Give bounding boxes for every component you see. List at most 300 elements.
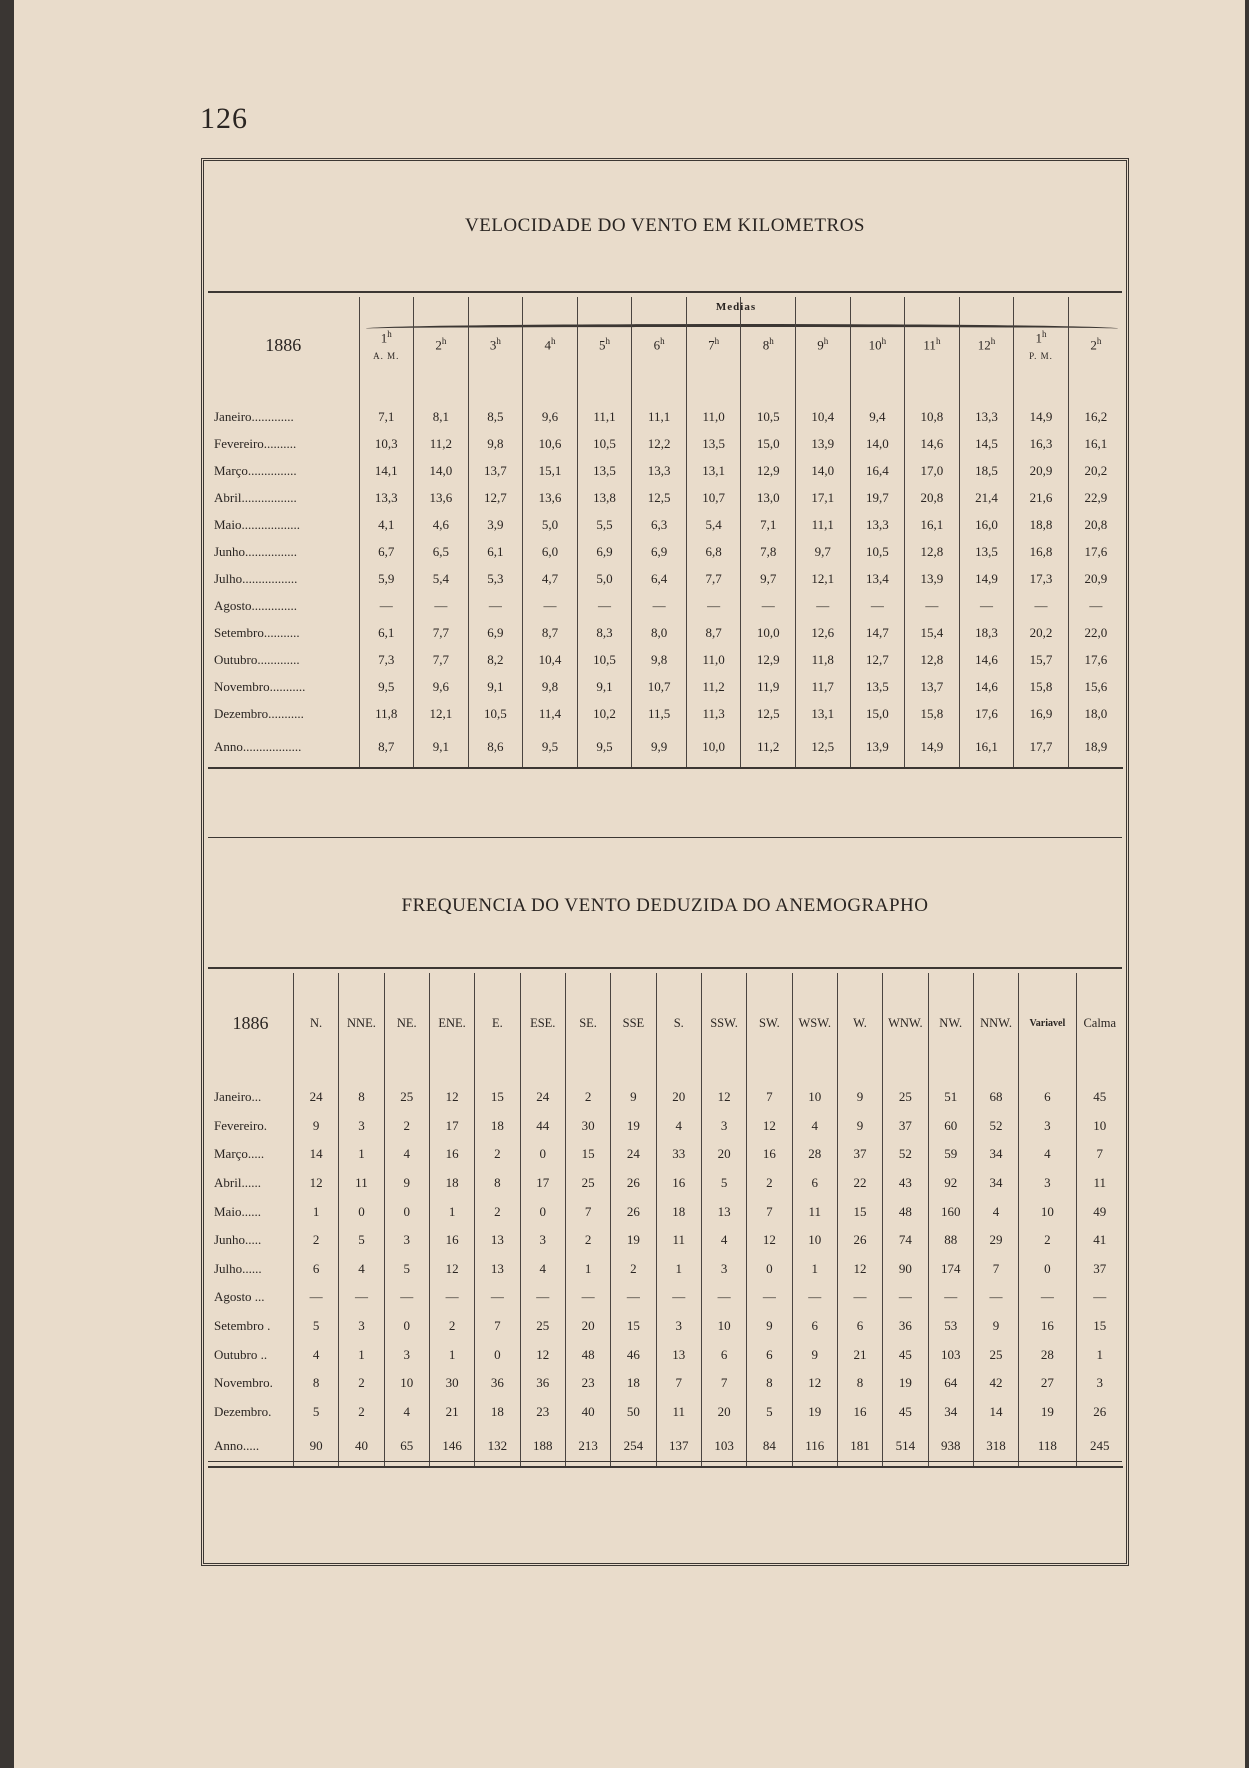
frequency-cell: 90 [883, 1255, 928, 1284]
frequency-cell: 15 [837, 1197, 882, 1226]
frequency-cell: 92 [928, 1169, 973, 1198]
month-label: Maio.................. [214, 516, 300, 532]
velocity-cell: 10,7 [686, 484, 741, 511]
velocity-cell: 13,5 [850, 673, 905, 700]
frequency-cell: 52 [973, 1112, 1018, 1141]
velocity-cell: 9,5 [523, 727, 578, 768]
frequency-cell: 6 [701, 1340, 746, 1369]
velocity-cell: 9,8 [468, 430, 523, 457]
frequency-cell: 26 [837, 1226, 882, 1255]
velocity-cell: 19,7 [850, 484, 905, 511]
frequency-cell: 64 [928, 1369, 973, 1398]
velocity-cell: 21,6 [1014, 484, 1069, 511]
frequency-cell: 12 [429, 1255, 474, 1284]
frequency-cell: 37 [837, 1140, 882, 1169]
month-label: Março..... [214, 1146, 265, 1162]
velocity-cell: 9,8 [523, 673, 578, 700]
month-label: Setembro . [214, 1318, 271, 1334]
frequency-cell: 16 [837, 1398, 882, 1427]
frequency-cell: 2 [1019, 1226, 1076, 1255]
hour-suffix: h [441, 336, 447, 347]
velocity-cell: 9,4 [850, 393, 905, 430]
hour-suffix: h [714, 336, 720, 347]
velocity-cell: 4,6 [414, 511, 469, 538]
frequency-cell: — [928, 1283, 973, 1312]
frequency-cell: 2 [475, 1140, 520, 1169]
frequency-cell: 0 [520, 1197, 565, 1226]
frequency-cell: 45 [1076, 1073, 1123, 1112]
frequency-cell: 181 [837, 1426, 882, 1467]
hour-suffix: h [605, 336, 611, 347]
hour-number: 6 [653, 337, 661, 353]
velocity-cell: 13,6 [414, 484, 469, 511]
velocity-cell: 6,7 [359, 538, 414, 565]
frequency-cell: 103 [928, 1340, 973, 1369]
frequency-cell: 34 [928, 1398, 973, 1427]
frequency-cell: 5 [384, 1255, 429, 1284]
frequency-cell: 19 [611, 1112, 656, 1141]
frequency-cell: 0 [520, 1140, 565, 1169]
direction-header: W. [837, 973, 882, 1073]
frequency-cell: 8 [339, 1073, 384, 1112]
velocity-cell: 6,8 [686, 538, 741, 565]
hour-header [1068, 297, 1123, 393]
hour-number: 11 [923, 337, 936, 353]
velocity-cell: 7,1 [741, 511, 796, 538]
velocity-cell: 16,1 [959, 727, 1014, 768]
hour-header [468, 297, 523, 393]
velocity-cell: 13,7 [905, 673, 960, 700]
velocity-cell: 13,0 [741, 484, 796, 511]
velocity-cell: 9,6 [523, 393, 578, 430]
velocity-cell: 10,7 [632, 673, 687, 700]
velocity-cell: 8,2 [468, 646, 523, 673]
velocity-cell: 20,9 [1068, 565, 1123, 592]
frequency-cell: 3 [520, 1226, 565, 1255]
velocity-cell: 13,3 [959, 393, 1014, 430]
table-row [208, 538, 1123, 565]
frequency-cell: 1 [339, 1140, 384, 1169]
frequency-cell: 3 [1076, 1369, 1123, 1398]
frequency-cell: 8 [747, 1369, 792, 1398]
frequency-cell: 10 [792, 1073, 837, 1112]
hour-suffix: h [496, 336, 501, 347]
frequency-cell: 19 [883, 1369, 928, 1398]
frequency-cell: 19 [611, 1226, 656, 1255]
frequency-cell: 5 [747, 1398, 792, 1427]
frequency-cell: 0 [339, 1197, 384, 1226]
frequency-cell: 20 [565, 1312, 610, 1341]
velocity-cell: 7,7 [414, 619, 469, 646]
month-label: Junho................ [214, 543, 298, 559]
velocity-cell: 7,1 [359, 393, 414, 430]
frequency-cell: 4 [973, 1197, 1018, 1226]
frequency-cell: 5 [293, 1398, 338, 1427]
page-scan-edge-right [1245, 0, 1249, 1768]
velocity-cell: — [905, 592, 960, 619]
hour-header [359, 297, 414, 393]
frequency-cell: 213 [565, 1426, 610, 1467]
velocity-cell: 8,6 [468, 727, 523, 768]
frequency-cell: 9 [837, 1073, 882, 1112]
velocity-cell: 15,8 [1014, 673, 1069, 700]
hour-number: 1 [380, 330, 388, 346]
velocity-cell: 11,8 [796, 646, 851, 673]
velocity-cell: 8,7 [523, 619, 578, 646]
velocity-cell: 14,6 [905, 430, 960, 457]
velocity-cell: 14,9 [959, 565, 1014, 592]
table-row [208, 1312, 1123, 1341]
frequency-cell: 26 [611, 1169, 656, 1198]
velocity-cell: 18,3 [959, 619, 1014, 646]
frequency-cell: 3 [701, 1255, 746, 1284]
frequency-cell: 11 [339, 1169, 384, 1198]
velocity-table [208, 297, 1123, 769]
velocity-cell: 18,5 [959, 457, 1014, 484]
velocity-cell: 11,1 [796, 511, 851, 538]
month-label: Maio...... [214, 1203, 261, 1219]
table-row [208, 1140, 1123, 1169]
hour-suffix: h [1042, 329, 1047, 340]
velocity-cell: 18,8 [1014, 511, 1069, 538]
frequency-cell: 3 [384, 1226, 429, 1255]
frequency-cell: 19 [792, 1398, 837, 1427]
frequency-cell: 3 [339, 1312, 384, 1341]
frequency-cell: 2 [565, 1073, 610, 1112]
frequency-cell: 12 [837, 1255, 882, 1284]
frequency-cell: 50 [611, 1398, 656, 1427]
velocity-cell: 7,3 [359, 646, 414, 673]
frequency-cell: 514 [883, 1426, 928, 1467]
velocity-cell: 20,9 [1014, 457, 1069, 484]
velocity-cell: 10,5 [468, 700, 523, 727]
velocity-cell: 9,1 [414, 727, 469, 768]
velocity-cell: 14,1 [359, 457, 414, 484]
velocity-cell: 10,4 [523, 646, 578, 673]
direction-header: NW. [928, 973, 973, 1073]
velocity-cell: 16,8 [1014, 538, 1069, 565]
month-label: Julho...... [214, 1260, 262, 1276]
frequency-cell: 146 [429, 1426, 474, 1467]
velocity-cell: 15,7 [1014, 646, 1069, 673]
frequency-cell: 9 [384, 1169, 429, 1198]
frequency-cell: 1 [656, 1255, 701, 1284]
frequency-cell: 4 [520, 1255, 565, 1284]
hour-suffix: h [387, 329, 392, 340]
frequency-cell: 16 [656, 1169, 701, 1198]
table-row [208, 1112, 1123, 1141]
frequency-cell: 7 [747, 1073, 792, 1112]
hour-number: 8 [762, 337, 770, 353]
frequency-cell: 137 [656, 1426, 701, 1467]
month-label: Novembro. [214, 1375, 273, 1391]
velocity-cell: 12,8 [905, 538, 960, 565]
frequency-cell: — [973, 1283, 1018, 1312]
frequency-cell: 5 [701, 1169, 746, 1198]
velocity-cell: 15,1 [523, 457, 578, 484]
velocity-cell: 12,8 [905, 646, 960, 673]
frequency-cell: 1 [1076, 1340, 1123, 1369]
hour-header [905, 297, 960, 393]
direction-header: SSE [611, 973, 656, 1073]
frequency-cell: 53 [928, 1312, 973, 1341]
velocity-cell: 13,4 [850, 565, 905, 592]
frequency-cell: 4 [792, 1112, 837, 1141]
velocity-cell: 10,4 [796, 393, 851, 430]
frequency-cell: 0 [384, 1312, 429, 1341]
month-label: Novembro........... [214, 678, 306, 694]
velocity-cell: 6,9 [632, 538, 687, 565]
hour-suffix: h [550, 336, 556, 347]
frequency-cell: 12 [429, 1073, 474, 1112]
velocity-cell: 22,0 [1068, 619, 1123, 646]
direction-header: N. [293, 973, 338, 1073]
velocity-cell: 17,3 [1014, 565, 1069, 592]
frequency-cell: 13 [656, 1340, 701, 1369]
table-row [208, 1283, 1123, 1312]
velocity-cell: 6,0 [523, 538, 578, 565]
frequency-cell: 8 [475, 1169, 520, 1198]
frequency-cell: — [1076, 1283, 1123, 1312]
frequency-cell: 8 [293, 1369, 338, 1398]
hour-suffix: h [1096, 336, 1102, 347]
velocity-cell: 20,2 [1014, 619, 1069, 646]
velocity-cell: 8,0 [632, 619, 687, 646]
velocity-cell: 14,0 [850, 430, 905, 457]
frequency-cell: 1 [429, 1197, 474, 1226]
table-row [208, 1197, 1123, 1226]
frequency-cell: 65 [384, 1426, 429, 1467]
month-label: Abril................. [214, 489, 297, 505]
velocity-cell: 15,4 [905, 619, 960, 646]
velocity-cell: 12,5 [741, 700, 796, 727]
velocity-cell: 9,1 [468, 673, 523, 700]
velocity-cell: 8,3 [577, 619, 632, 646]
velocity-cell: 7,7 [414, 646, 469, 673]
frequency-cell: 7 [973, 1255, 1018, 1284]
velocity-cell: 16,4 [850, 457, 905, 484]
velocity-cell: 8,1 [414, 393, 469, 430]
frequency-cell: 4 [384, 1398, 429, 1427]
frequency-cell: 10 [384, 1369, 429, 1398]
frequency-cell: — [611, 1283, 656, 1312]
month-label: Janeiro............. [214, 408, 294, 424]
velocity-cell: 5,5 [577, 511, 632, 538]
frequency-cell: 14 [973, 1398, 1018, 1427]
hour-number: 7 [708, 337, 715, 353]
hour-suffix: h [660, 336, 665, 347]
frequency-cell: 5 [293, 1312, 338, 1341]
month-label: Julho................. [214, 570, 298, 586]
velocity-cell: 15,8 [905, 700, 960, 727]
frequency-table-title: FREQUENCIA DO VENTO DEDUZIDA DO ANEMOGRAPHO [401, 895, 929, 916]
hour-header [959, 297, 1014, 393]
frequency-cell: 4 [339, 1255, 384, 1284]
velocity-cell: 12,6 [796, 619, 851, 646]
frequency-cell: 26 [611, 1197, 656, 1226]
frequency-cell: 20 [701, 1398, 746, 1427]
frequency-cell: 49 [1076, 1197, 1123, 1226]
velocity-cell: 6,1 [359, 619, 414, 646]
frequency-cell: 25 [973, 1340, 1018, 1369]
velocity-cell: 13,3 [850, 511, 905, 538]
hour-header [523, 297, 578, 393]
frequency-cell: 51 [928, 1073, 973, 1112]
table-row [208, 646, 1123, 673]
table-row [208, 727, 1123, 768]
frequency-cell: 25 [883, 1073, 928, 1112]
frequency-cell: 0 [747, 1255, 792, 1284]
month-label: Anno..... [208, 1426, 293, 1467]
velocity-cell: 5,0 [577, 565, 632, 592]
frequency-cell: 43 [883, 1169, 928, 1198]
table-row [208, 1340, 1123, 1369]
frequency-cell: 2 [611, 1255, 656, 1284]
frequency-cell: 40 [339, 1426, 384, 1467]
velocity-cell: 14,7 [850, 619, 905, 646]
frequency-cell: — [792, 1283, 837, 1312]
frequency-cell: 2 [339, 1369, 384, 1398]
frequency-cell: 23 [520, 1398, 565, 1427]
frequency-cell: 16 [429, 1226, 474, 1255]
velocity-cell: 9,6 [414, 673, 469, 700]
velocity-cell: 17,6 [959, 700, 1014, 727]
frequency-cell: 0 [1019, 1255, 1076, 1284]
month-label: Outubro............. [214, 651, 300, 667]
direction-header: NNW. [973, 973, 1018, 1073]
frequency-cell: 3 [1019, 1169, 1076, 1198]
frequency-cell: 9 [792, 1340, 837, 1369]
frequency-cell: 938 [928, 1426, 973, 1467]
table-row [208, 1226, 1123, 1255]
velocity-cell: 16,3 [1014, 430, 1069, 457]
frequency-cell: 4 [1019, 1140, 1076, 1169]
velocity-cell: 14,0 [414, 457, 469, 484]
velocity-cell: 21,4 [959, 484, 1014, 511]
frequency-cell: 25 [520, 1312, 565, 1341]
frequency-cell: 245 [1076, 1426, 1123, 1467]
frequency-cell: 3 [701, 1112, 746, 1141]
frequency-cell: 30 [429, 1369, 474, 1398]
frequency-cell: 18 [611, 1369, 656, 1398]
direction-header: Variavel [1019, 973, 1076, 1073]
direction-header: ESE. [520, 973, 565, 1073]
frequency-cell: — [701, 1283, 746, 1312]
velocity-cell: 13,5 [959, 538, 1014, 565]
hour-number: 12 [977, 337, 991, 353]
frequency-cell: 52 [883, 1140, 928, 1169]
table-row [208, 484, 1123, 511]
direction-header: WSW. [792, 973, 837, 1073]
velocity-cell: 11,0 [686, 646, 741, 673]
velocity-cell: 9,5 [359, 673, 414, 700]
frequency-cell: 7 [475, 1312, 520, 1341]
month-label: Outubro .. [214, 1346, 268, 1362]
frequency-cell: 9 [837, 1112, 882, 1141]
month-label: Dezembro........... [214, 705, 304, 721]
table-row [208, 592, 1123, 619]
frequency-cell: 2 [565, 1226, 610, 1255]
frequency-cell: 28 [792, 1140, 837, 1169]
frequency-cell: 9 [293, 1112, 338, 1141]
month-label: Junho..... [214, 1232, 262, 1248]
velocity-cell: 17,1 [796, 484, 851, 511]
velocity-cell: — [959, 592, 1014, 619]
month-label: Fevereiro.......... [214, 435, 297, 451]
velocity-cell: 6,1 [468, 538, 523, 565]
velocity-cell: 12,1 [414, 700, 469, 727]
frequency-cell: — [747, 1283, 792, 1312]
month-label: Agosto ... [214, 1289, 265, 1305]
table-row [208, 565, 1123, 592]
frequency-cell: 21 [837, 1340, 882, 1369]
velocity-cell: 6,9 [468, 619, 523, 646]
frequency-cell: 116 [792, 1426, 837, 1467]
velocity-cell: 16,0 [959, 511, 1014, 538]
velocity-cell: 6,4 [632, 565, 687, 592]
hour-suffix: h [769, 336, 774, 347]
table-row [208, 1398, 1123, 1427]
frequency-top-rule [208, 967, 1122, 969]
frequency-cell: 1 [293, 1197, 338, 1226]
velocity-cell: 4,1 [359, 511, 414, 538]
velocity-cell: 11,5 [632, 700, 687, 727]
velocity-cell: 13,8 [577, 484, 632, 511]
velocity-cell: 9,5 [577, 727, 632, 768]
frequency-cell: 12 [747, 1112, 792, 1141]
velocity-cell: 16,1 [905, 511, 960, 538]
direction-header: Calma [1076, 973, 1123, 1073]
frequency-cell: 28 [1019, 1340, 1076, 1369]
frequency-cell: 1 [339, 1340, 384, 1369]
velocity-cell: 14,6 [959, 646, 1014, 673]
frequency-cell: 2 [475, 1197, 520, 1226]
direction-header: SSW. [701, 973, 746, 1073]
frequency-cell: 26 [1076, 1398, 1123, 1427]
velocity-table-title: VELOCIDADE DO VENTO EM KILOMETROS [465, 215, 865, 236]
frequency-cell: 12 [792, 1369, 837, 1398]
velocity-top-rule [208, 291, 1122, 293]
velocity-cell: 13,5 [686, 430, 741, 457]
velocity-cell: 11,9 [741, 673, 796, 700]
frequency-cell: 1 [792, 1255, 837, 1284]
velocity-cell: 16,1 [1068, 430, 1123, 457]
frequency-cell: 7 [1076, 1140, 1123, 1169]
velocity-cell: — [632, 592, 687, 619]
velocity-cell: 13,1 [686, 457, 741, 484]
direction-header: NNE. [339, 973, 384, 1073]
frequency-cell: 3 [384, 1340, 429, 1369]
velocity-cell: 15,6 [1068, 673, 1123, 700]
frequency-cell: 27 [1019, 1369, 1076, 1398]
frequency-cell: 11 [656, 1226, 701, 1255]
frequency-cell: 2 [339, 1398, 384, 1427]
hour-number: 4 [544, 337, 551, 353]
velocity-cell: 13,1 [796, 700, 851, 727]
frequency-cell: 6 [837, 1312, 882, 1341]
velocity-cell: — [796, 592, 851, 619]
velocity-cell: 5,4 [414, 565, 469, 592]
hour-suffix: h [823, 336, 829, 347]
frequency-cell: 84 [747, 1426, 792, 1467]
frequency-cell: 132 [475, 1426, 520, 1467]
frequency-cell: — [339, 1283, 384, 1312]
ampm-marker: P. M. [1029, 350, 1053, 361]
frequency-cell: — [475, 1283, 520, 1312]
velocity-cell: — [523, 592, 578, 619]
velocity-cell: 9,7 [741, 565, 796, 592]
frequency-cell: 4 [384, 1140, 429, 1169]
